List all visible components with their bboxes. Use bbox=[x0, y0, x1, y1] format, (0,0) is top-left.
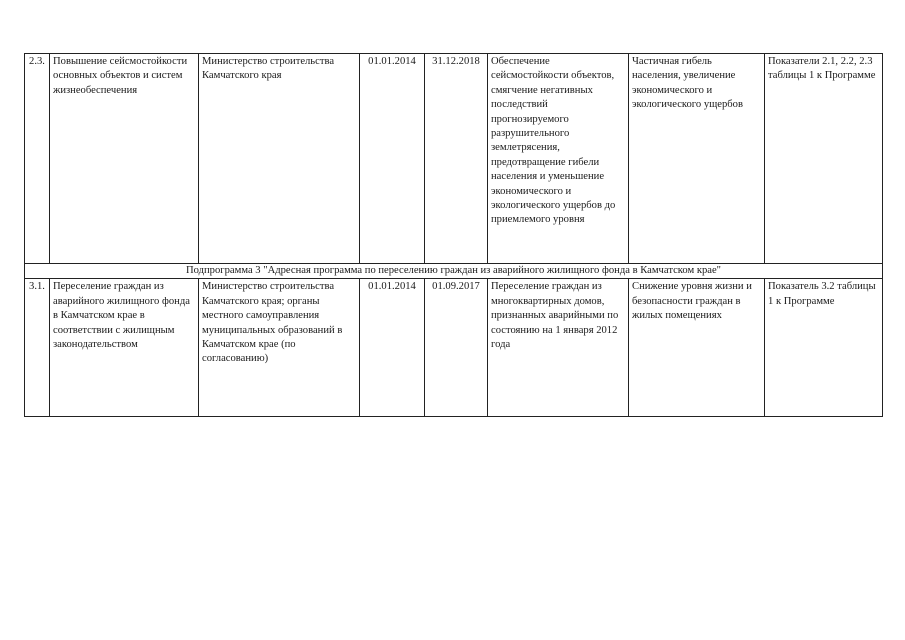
expected-result: Переселение граждан из многоквартирных домов, признанных аварийными по состоянию на 1 января 2012 года bbox=[488, 279, 629, 417]
responsible-executor: Министерство строительства Камчатского края bbox=[199, 54, 360, 264]
non-implementation-consequence: Частичная гибель населения, увеличение экономического и экологического ущербов bbox=[629, 54, 765, 264]
related-indicators: Показатель 3.2 таблицы 1 к Программе bbox=[765, 279, 883, 417]
activity-name: Переселение граждан из аварийного жилищного фонда в Камчатском крае в соответствии с жилищным законодательством bbox=[50, 279, 199, 417]
end-date: 01.09.2017 bbox=[425, 279, 488, 417]
start-date: 01.01.2014 bbox=[360, 279, 425, 417]
row-number: 3.1. bbox=[25, 279, 50, 417]
start-date: 01.01.2014 bbox=[360, 54, 425, 264]
responsible-executor: Министерство строительства Камчатского края; органы местного самоуправления муниципальных образований в Камчатском крае (по согласованию) bbox=[199, 279, 360, 417]
table-row bbox=[25, 279, 883, 417]
activity-name: Повышение сейсмостойкости основных объектов и систем жизнеобеспечения bbox=[50, 54, 199, 264]
row-number: 2.3. bbox=[25, 54, 50, 264]
subprogram-header-row bbox=[25, 264, 883, 279]
table-row bbox=[25, 54, 883, 264]
non-implementation-consequence: Снижение уровня жизни и безопасности граждан в жилых помещениях bbox=[629, 279, 765, 417]
program-activities-table bbox=[24, 53, 883, 417]
related-indicators: Показатели 2.1, 2.2, 2.3 таблицы 1 к Программе bbox=[765, 54, 883, 264]
expected-result: Обеспечение сейсмостойкости объектов, смягчение негативных последствий прогнозируемого разрушительного землетрясения, предотвращение гибели населения и уменьшение экономического и экологического ущербов до приемлемого уровня bbox=[488, 54, 629, 264]
end-date: 31.12.2018 bbox=[425, 54, 488, 264]
subprogram-title: Подпрограмма 3 "Адресная программа по переселению граждан из аварийного жилищного фонда в Камчатском крае" bbox=[25, 264, 883, 279]
